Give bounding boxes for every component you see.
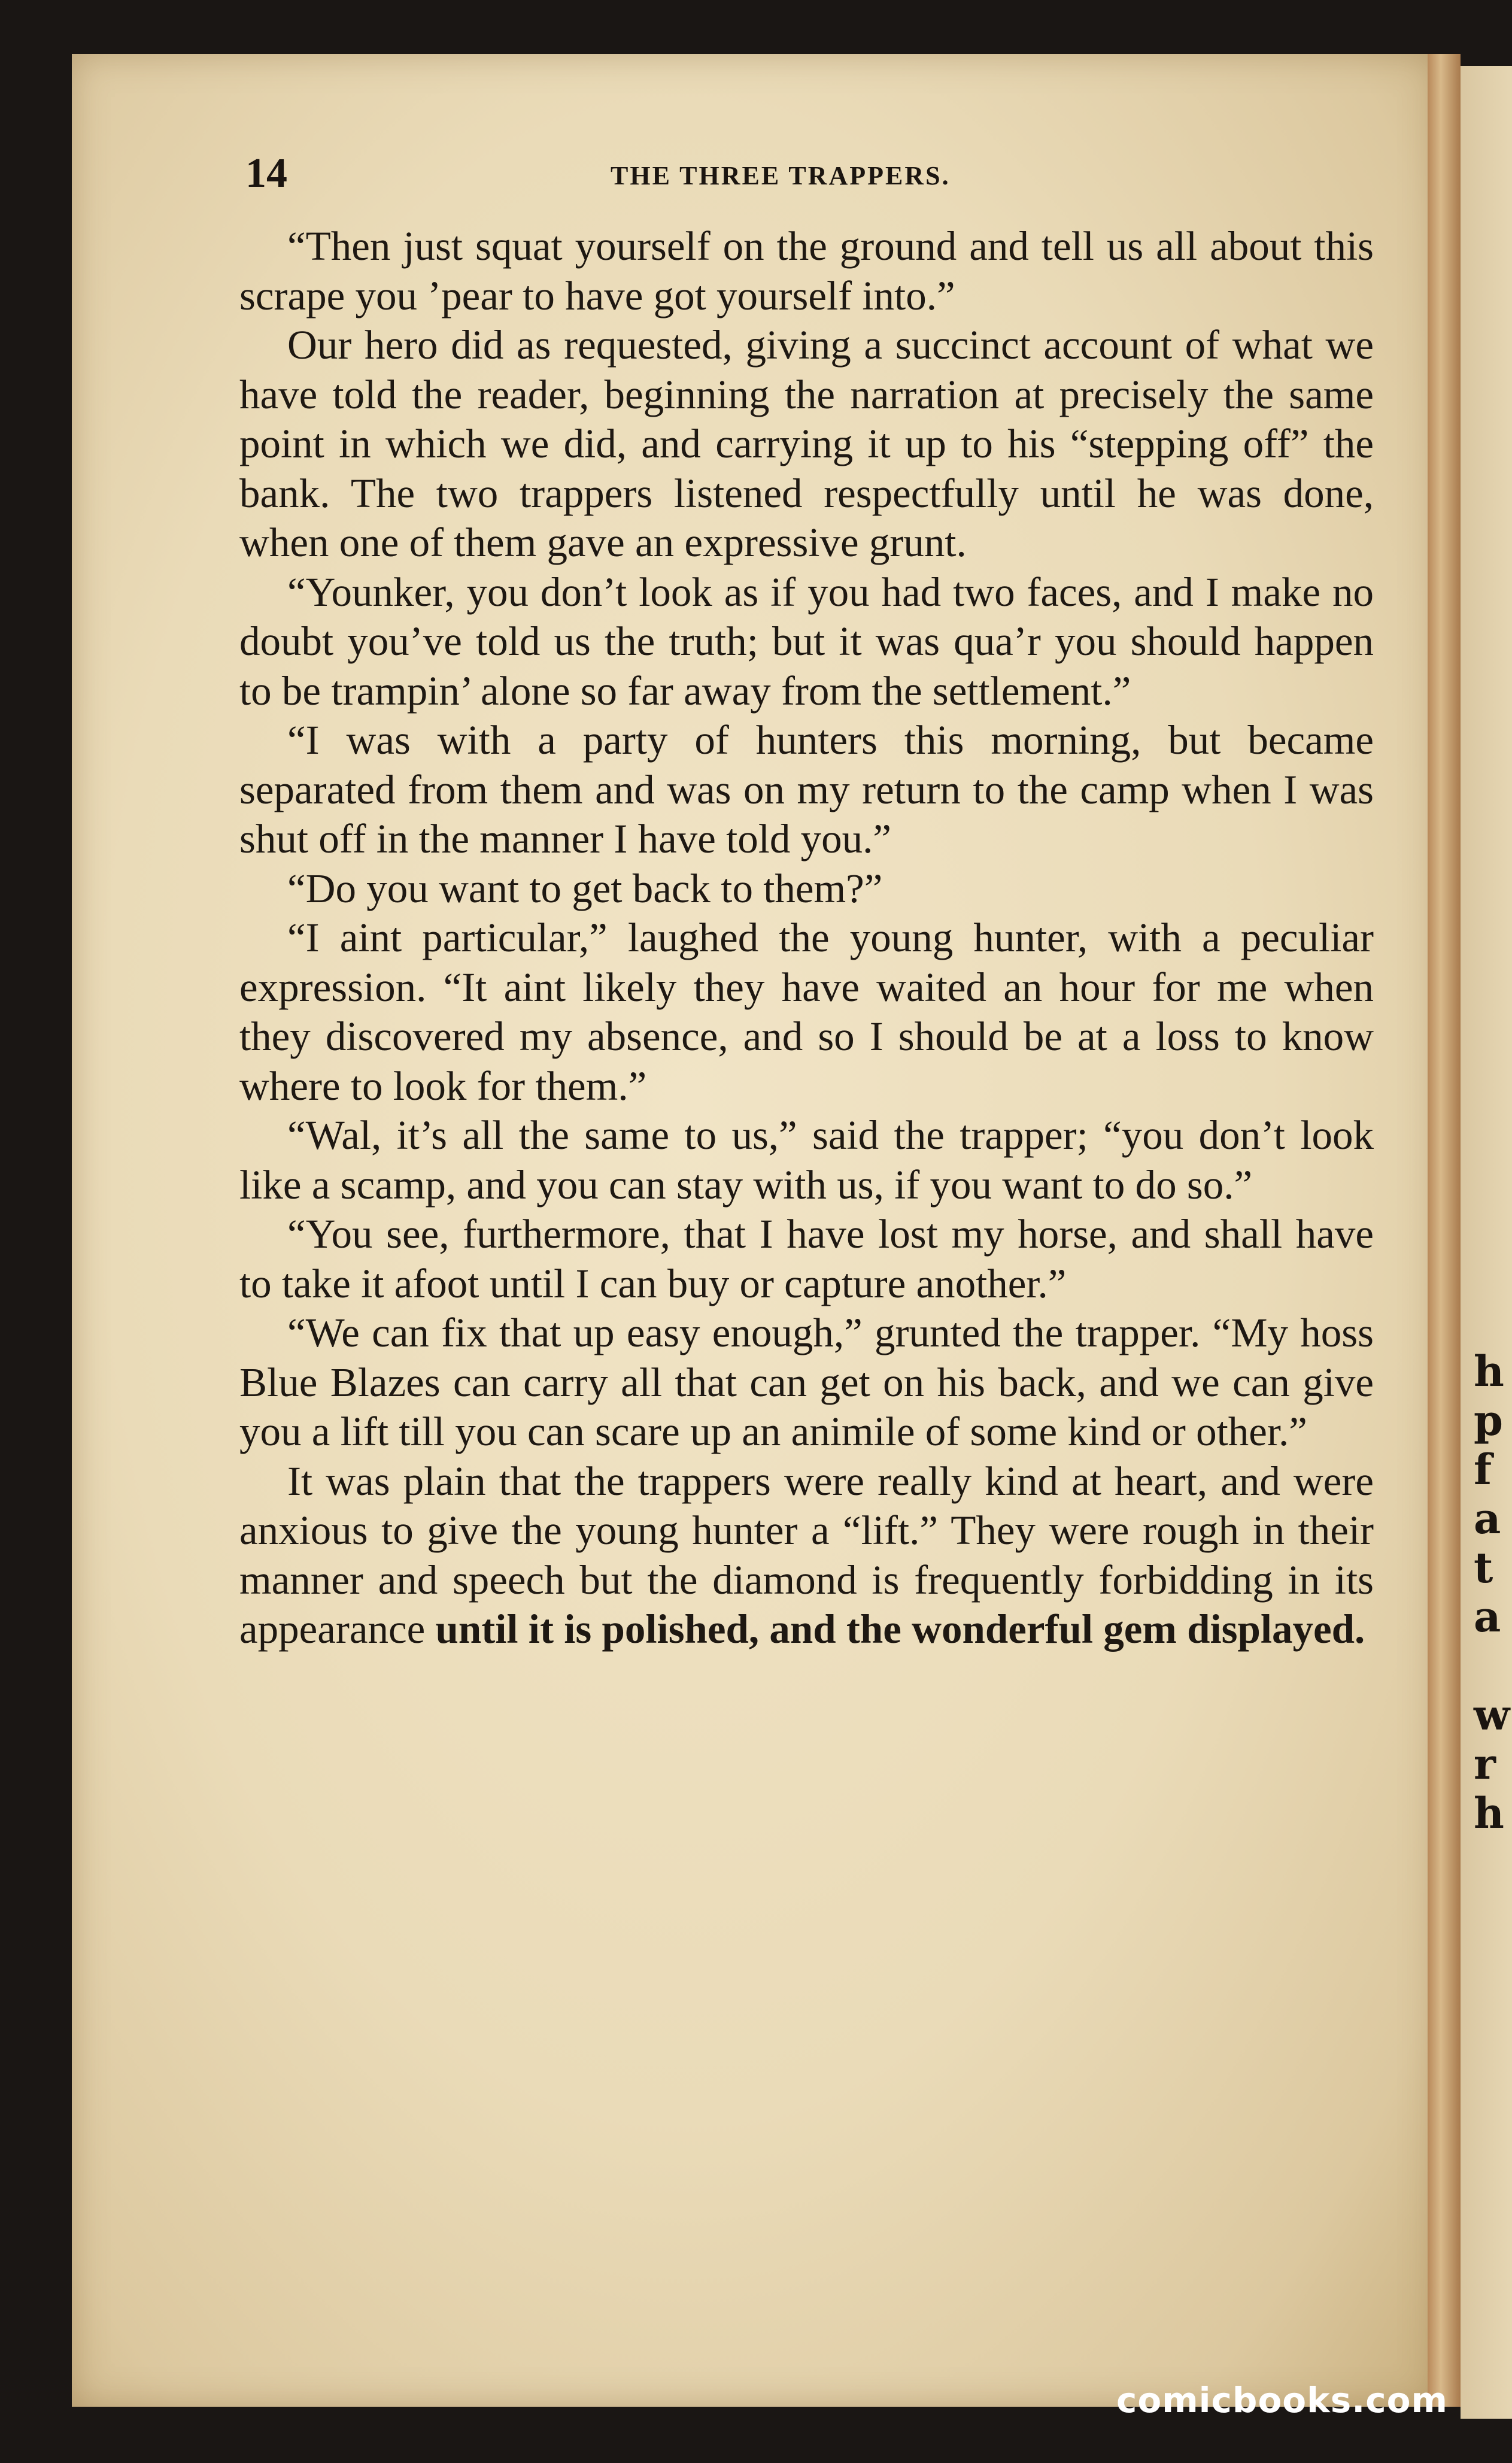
watermark: comicbooks.com xyxy=(1116,2380,1448,2420)
paragraph: “Then just squat yourself on the ground and tell us all about this scrape you ’pear to have got yourself into.” xyxy=(239,223,1374,319)
paragraph: “I was with a party of hunters this morning, but became separated from them and was on my return to the camp when I was shut off in the manner I have told you.” xyxy=(239,717,1374,862)
adjacent-page-edge xyxy=(1461,66,1512,2419)
paragraph: “Do you want to get back to them?” xyxy=(287,865,883,911)
paragraph: “You see, furthermore, that I have lost my horse, and shall have to take it afoot until I can buy or capture another.” xyxy=(239,1211,1374,1306)
adjacent-letter: a xyxy=(1474,1592,1501,1642)
page-gutter xyxy=(1428,54,1461,2407)
adjacent-letter: f xyxy=(1474,1445,1492,1494)
final-paragraph xyxy=(239,1457,1374,1654)
page-number: 14 xyxy=(245,150,287,196)
adjacent-letter: h xyxy=(1474,1346,1504,1396)
paragraph: “Wal, it’s all the same to us,” said the trapper; “you don’t look like a scamp, and you can stay with us, if you want to do so.” xyxy=(239,1112,1374,1208)
adjacent-letter: h xyxy=(1474,1788,1504,1838)
adjacent-letter: r xyxy=(1474,1739,1496,1789)
body-text xyxy=(239,222,1374,1654)
paragraph: Our hero did as requested, giving a succinct account of what we have told the reader, beginning the narration at precisely the same point in which we did, and carrying it up to his “stepping off” the bank. The two trappers listened respectfully until he was done, when one of them gave an expressive grunt. xyxy=(239,322,1374,565)
adjacent-letter: p xyxy=(1474,1396,1503,1445)
paragraph: “Younker, you don’t look as if you had two faces, and I make no doubt you’ve told us the truth; but it was qua’r you should happen to be trampin’ alone so far away from the settlement.” xyxy=(239,569,1374,714)
paragraph: “I aint particular,” laughed the young hunter, with a peculiar expression. “It aint likely they have waited an hour for me when they discovered my absence, and so I should be at a loss to know where to look for them.” xyxy=(239,915,1374,1109)
running-title: THE THREE TRAPPERS. xyxy=(611,161,951,190)
final-paragraph-tail: until it is polished, and the wonderful gem displayed. xyxy=(435,1606,1365,1652)
adjacent-letter: a xyxy=(1474,1494,1501,1543)
adjacent-letter: t xyxy=(1474,1543,1493,1593)
adjacent-letter xyxy=(1474,1642,1510,1691)
adjacent-letter: w xyxy=(1474,1690,1510,1740)
paragraph: “We can fix that up easy enough,” grunted the trapper. “My hoss Blue Blazes can carry all that can get on his back, and we can give you a lift till you can scare up an animile of some kind or other.” xyxy=(239,1310,1374,1454)
adjacent-page-letters xyxy=(1474,1347,1510,1838)
page-header xyxy=(245,150,1263,210)
final-paragraph-lead: It was plain that the trappers were really kind at heart, and were anxious to give the young hunter a “lift.” They were rough in their manner and speech but the diamond is frequently forbidding in its appearance xyxy=(239,1458,1374,1652)
